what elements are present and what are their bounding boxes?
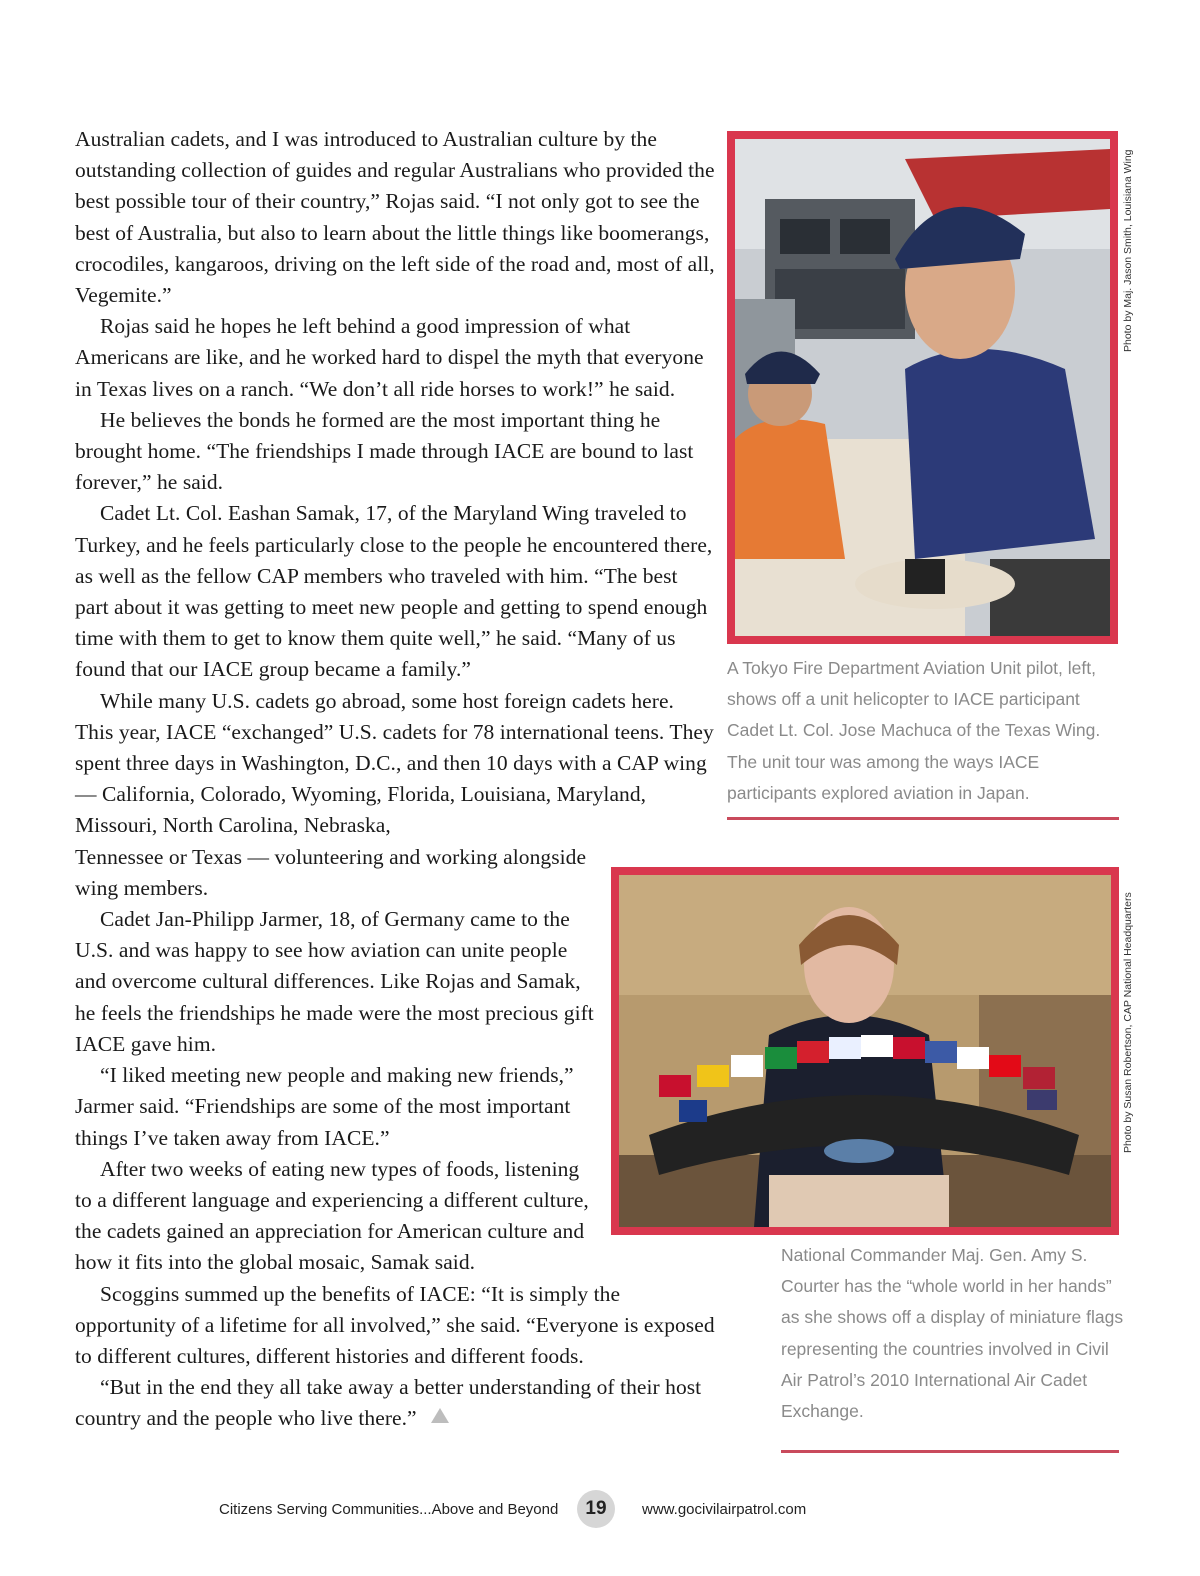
page-footer [0, 1490, 1200, 1530]
paragraph: While many U.S. cadets go abroad, some host foreign cadets here. This year, IACE “exchanged” U.S. cadets for 78 international teens. They spent three days in Washington, D.C., and then 10 days with a CAP wing — California, Colorado, Wyoming, Florida, Louisiana, Maryland, Missouri, North Carolina, Nebraska, [75, 688, 714, 838]
paragraph: Cadet Lt. Col. Eashan Samak, 17, of the Maryland Wing traveled to Turkey, and he feels particularly close to the people he encountered there, as well as the fellow CAP members who traveled with him. “The best part about it was getting to meet new people and getting to spend enough time with them to get to know them quite well,” he said. “Many of us found that our IACE group became a family.” [75, 501, 713, 682]
footer-tagline: Citizens Serving Communities...Above and Beyond [219, 1501, 559, 1518]
photo-helicopter-image [735, 139, 1110, 636]
photo-flags-frame [611, 867, 1119, 1235]
photo-flags [619, 875, 1111, 1227]
footer-url[interactable]: www.gocivilairpatrol.com [642, 1501, 807, 1518]
paragraph: He believes the bonds he formed are the most important thing he brought home. “The friendships I made through IACE are bound to last forever,” he said. [75, 407, 694, 495]
article-body [75, 124, 715, 1435]
paragraph: “I liked meeting new people and making new friends,” Jarmer said. “Friendships are some of the most important things I’ve taken away from IACE.” [75, 1063, 574, 1150]
caption-rule [727, 817, 1119, 820]
paragraph: Australian cadets, and I was introduced to Australian culture by the outstanding collection of guides and regular Australians who provided the best possible tour of their country,” Rojas said. “I not only got to see the best of Australia, but also to learn about the little things like boomerangs, crocodiles, kangaroos, driving on the left side of the road and, most of all, Vegemite.” [75, 127, 715, 308]
paragraph: After two weeks of eating new types of foods, listening to a different language and experiencing a different culture, the cadets gained an appreciation for American culture and how it fits into the global mosaic, Samak said. [75, 1156, 589, 1275]
page-number: 19 [577, 1490, 615, 1528]
paragraph: Tennessee or Texas — volunteering and working alongside wing members. [75, 844, 587, 900]
paragraph: Scoggins summed up the benefits of IACE: “It is simply the opportunity of a lifetime for all involved,” she said. “Everyone is exposed to different cultures, different histories and different foods. [75, 1281, 715, 1368]
caption-rule [781, 1450, 1119, 1453]
end-mark-icon [431, 1408, 449, 1423]
photo-helicopter [735, 139, 1110, 636]
paragraph-final [75, 1372, 715, 1434]
paragraph: Cadet Jan-Philipp Jarmer, 18, of Germany came to the U.S. and was happy to see how aviation can unite people and overcome cultural differences. Like Rojas and Samak, he feels the friendships he made were the most precious gift IACE gave him. [75, 907, 594, 1056]
photo-caption: A Tokyo Fire Department Aviation Unit pilot, left, shows off a unit helicopter to IACE participant Cadet Lt. Col. Jose Machuca of the Texas Wing. The unit tour was among the ways IACE participants explored aviation in Japan. [727, 658, 1101, 803]
narrow-column [75, 842, 600, 1279]
photo-credit: Photo by Susan Robertson, CAP National Headquarters [1122, 892, 1134, 1153]
photo-helicopter-frame [727, 131, 1118, 644]
photo-credit: Photo by Maj. Jason Smith, Louisiana Wing [1122, 149, 1134, 352]
paragraph-text: “But in the end they all take away a better understanding of their host country and the people who live there.” [75, 1375, 702, 1431]
photo-caption: National Commander Maj. Gen. Amy S. Courter has the “whole world in her hands” as she shows off a display of miniature flags representing the countries involved in Civil Air Patrol’s 2010 International Air Cadet Exchange. [781, 1245, 1124, 1422]
photo-flags-image [619, 875, 1111, 1227]
paragraph: Rojas said he hopes he left behind a good impression of what Americans are like, and he worked hard to dispel the myth that everyone in Texas lives on a ranch. “We don’t all ride horses to work!” he said. [75, 314, 704, 401]
